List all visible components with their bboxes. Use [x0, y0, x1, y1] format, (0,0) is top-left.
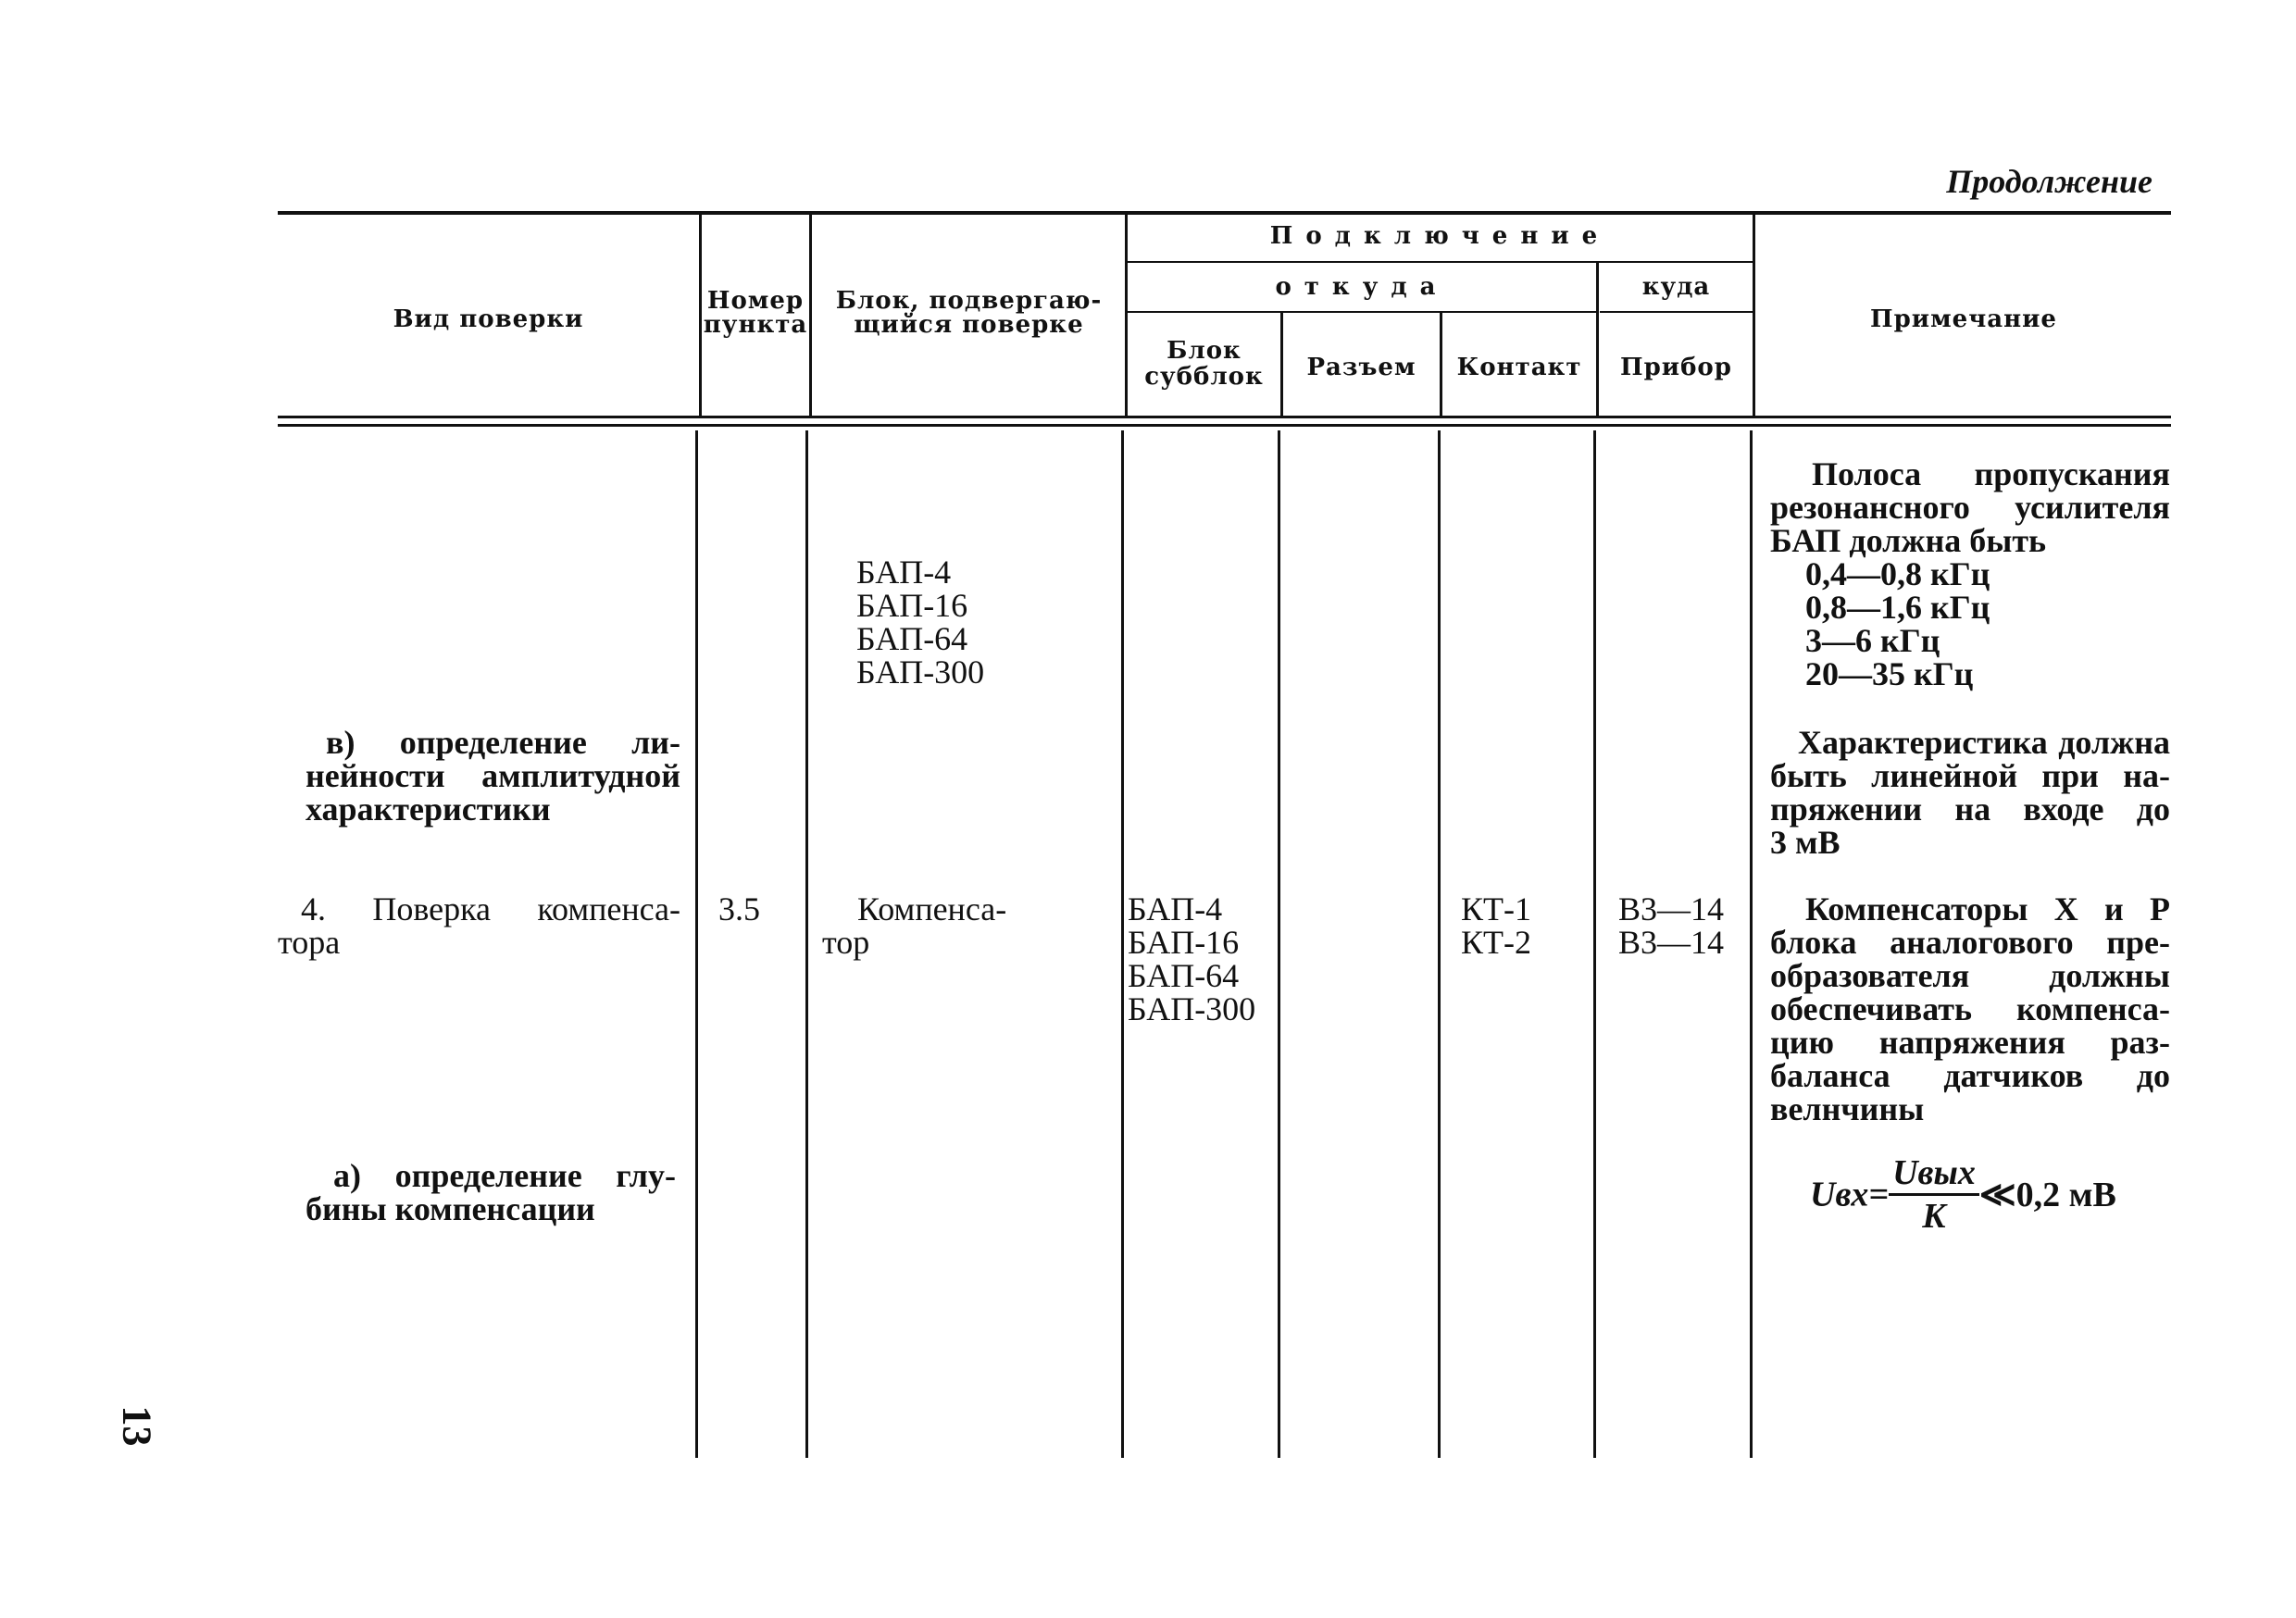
note-compensators: Компенсаторы X и P блока аналогового пре- образователя должны обеспечивать компенса- цию напряжения раз- баланса датчиков до велнчины — [1770, 890, 2170, 1127]
header-connector: Разъем — [1306, 354, 1416, 381]
type-linearity: в) определение ли- нейности амплитудной характеристики — [306, 724, 680, 828]
header-type: Вид поверки — [393, 305, 584, 333]
vline-b2 — [805, 430, 808, 1458]
header-to: куда — [1641, 273, 1711, 301]
to-rule — [1600, 311, 1753, 313]
group-rule — [1128, 261, 1753, 263]
header-device: Прибор — [1620, 354, 1732, 381]
continuation-label: Продолжение — [1946, 163, 2152, 200]
type-compensator: 4. Поверка компенса- тора — [278, 890, 680, 961]
formula: Uвх= $\frac{\text{Uвых}}{K}$ ≪0,2 мВ — [1810, 1153, 2116, 1236]
table-top-rule — [278, 211, 2171, 215]
header-connection: Подключение — [1269, 222, 1611, 250]
note-linearity: Характеристика должна быть линейной при на- пряжении на входе до 3 мВ — [1770, 724, 2170, 861]
header-note: Примечание — [1870, 305, 2057, 333]
device-list: В3—14 В3—14 — [1618, 890, 1725, 961]
subblock-list: БАП-4 БАП-16 БАП-64 БАП-300 — [1128, 890, 1256, 1027]
vline-b6 — [1593, 430, 1596, 1458]
block-compensator: Компенса- тор — [822, 890, 1007, 961]
header-from: откуда — [1275, 273, 1449, 301]
header-subblock: Блок субблок — [1144, 337, 1264, 391]
type-depth: а) определение глу- бины компенсации — [306, 1157, 676, 1227]
vline-h7 — [1596, 263, 1599, 417]
header-point: Номер пункта — [703, 287, 808, 339]
blocks-top-list: БАП-4 БАП-16 БАП-64 БАП-300 — [856, 554, 985, 691]
vline-b3 — [1121, 430, 1124, 1458]
header-bottom-rule-1 — [278, 416, 2171, 418]
vline-b7 — [1750, 430, 1753, 1458]
vline-b5 — [1438, 430, 1441, 1458]
point-number: 3.5 — [718, 890, 760, 927]
note-bandwidth: Полоса пропускания резонансного усилителя БАП должна быть 0,4—0,8 кГц 0,8—1,6 кГц 3—6 кГц 20—35 кГц — [1770, 455, 2170, 692]
page-number: 13 — [114, 1405, 160, 1447]
header-contact: Контакт — [1456, 354, 1582, 381]
vline-b1 — [695, 430, 698, 1458]
contact-list: КТ-1 КТ-2 — [1461, 890, 1531, 961]
header-block: Блок, подвергаю- щийся поверке — [835, 287, 1103, 339]
from-rule — [1128, 311, 1596, 313]
header-bottom-rule-2 — [278, 424, 2171, 427]
